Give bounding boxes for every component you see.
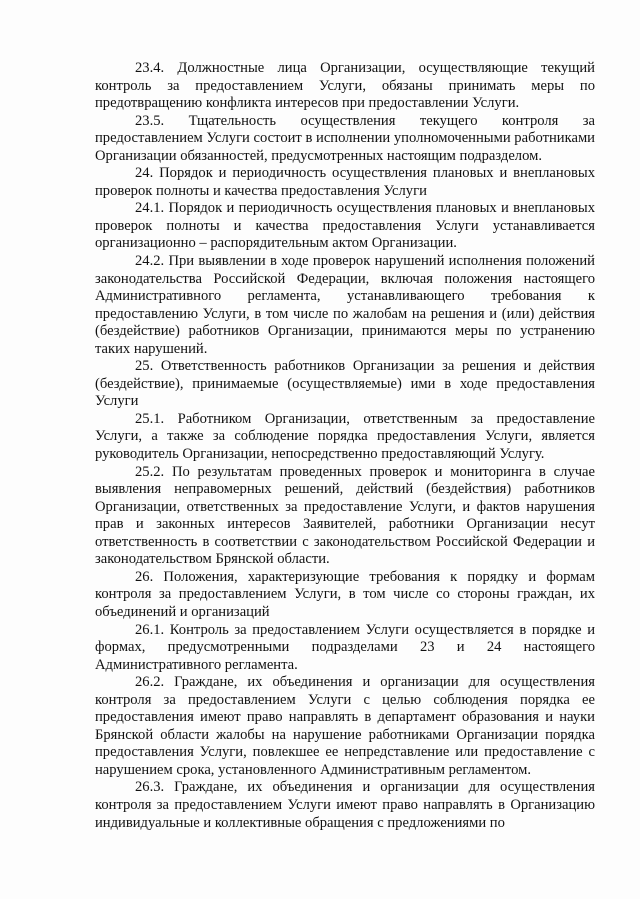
section-heading-25: 25. Ответственность работников Организации за решения и действия (бездействие), принимаемые (осуществляемые) ими в ходе предоставления Услуги [95,358,595,410]
paragraph-23-4: 23.4. Должностные лица Организации, осуществляющие текущий контроль за предоставлением Услуги, обязаны принимать меры по предотвращению конфликта интересов при предоставлении Услуги. [95,60,595,112]
section-heading-26: 26. Положения, характеризующие требования к порядку и формам контроля за предоставлением Услуги, в том числе со стороны граждан, их объединений и организаций [95,568,595,620]
paragraph-26-3: 26.3. Граждане, их объединения и организации для осуществления контроля за предоставлением Услуги имеют право направлять в Организацию индивидуальные и коллективные обращения с предложениями по [95,779,595,831]
paragraph-25-1: 25.1. Работником Организации, ответственным за предоставление Услуги, а также за соблюдение порядка предоставления Услуги, является руководитель Организации, непосредственно предоставляющий Услугу. [95,410,595,463]
section-heading-24: 24. Порядок и периодичность осуществления плановых и внеплановых проверок полноты и качества предоставления Услуги [95,165,595,199]
paragraph-26-1: 26.1. Контроль за предоставлением Услуги осуществляется в порядке и формах, предусмотренными подразделами 23 и 24 настоящего Административного регламента. [95,621,595,673]
paragraph-23-5: 23.5. Тщательность осуществления текущего контроля за предоставлением Услуги состоит в исполнении уполномоченными работниками Организации обязанностей, предусмотренных настоящим подразделом. [95,112,595,164]
paragraph-24-1: 24.1. Порядок и периодичность осуществления плановых и внеплановых проверок полноты и качества предоставления Услуги устанавливается организационно – распорядительным актом Организации. [95,200,595,252]
paragraph-24-2: 24.2. При выявлении в ходе проверок нарушений исполнения положений законодательства Российской Федерации, включая положения настоящего Административного регламента, устанавливающего требования к предоставлению Услуги, в том числе по жалобам на решения и (или) действия (бездействие) работников Организации, принимаются меры по устранению таких нарушений. [95,253,595,357]
paragraph-25-2: 25.2. По результатам проведенных проверок и мониторинга в случае выявления неправомерных решений, действий (бездействия) работников Организации, ответственных за предоставление Услуги, и фактов нарушения прав и законных интересов Заявителей, работники Организации несут ответственность в соответствии с законодательством Российской Федерации и законодательством Брянской области. [95,463,595,568]
paragraph-26-2: 26.2. Граждане, их объединения и организации для осуществления контроля за предоставлением Услуги с целью соблюдения порядка ее предоставления имеют право направлять в департамент образования и науки Брянской области жалобы на нарушение работниками Организации порядка предоставления Услуги, повлекшее ее непредставление или предоставление с нарушением срока, установленного Административным регламентом. [95,674,595,778]
document-text [95,60,595,832]
